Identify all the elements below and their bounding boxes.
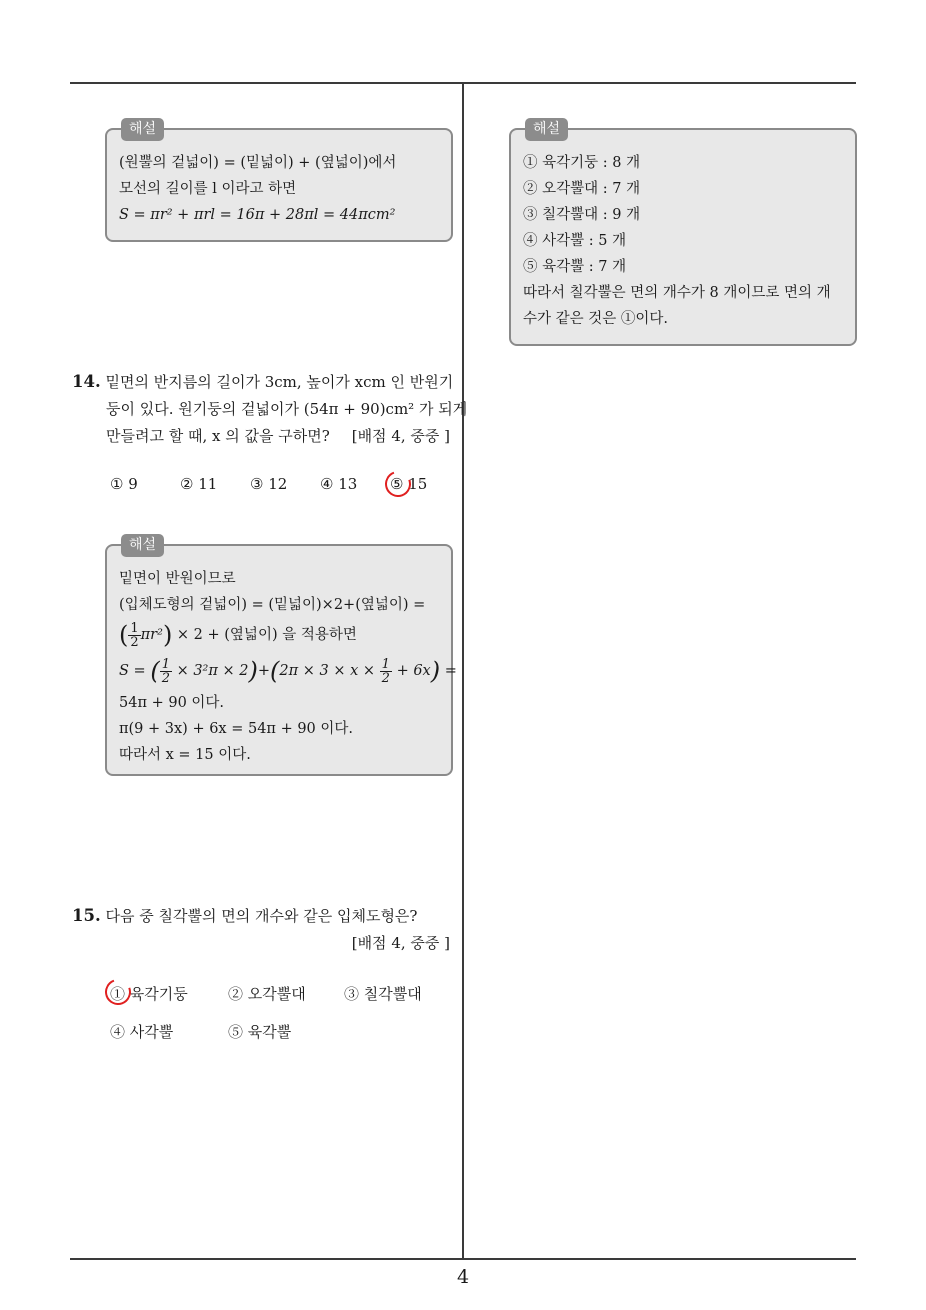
solution-box-13 <box>105 121 453 242</box>
question-meta: [배점 4, 중중 ] <box>351 427 450 445</box>
solution-line: ( $\frac{1}{2}$ πr²) × 2 + (옆넓이) 을 적용하면 <box>119 620 357 650</box>
choices-15 <box>110 983 450 1043</box>
solution-line: 54π + 90 이다. <box>119 695 225 711</box>
fraction: $\frac{1}{2}$ <box>161 656 170 686</box>
solution-line: 밑면이 반원이므로 <box>119 571 236 587</box>
solution-line: 수가 같은 것은 ①이다. <box>523 311 668 327</box>
solution-line: ② 오각뿔대 : 7 개 <box>523 181 641 197</box>
question-line: 만들려고 할 때, x 의 값을 구하면? [배점 4, 중중 ] <box>72 423 450 450</box>
answer-circle-mark <box>101 975 136 1010</box>
column-divider <box>462 83 464 1259</box>
solution-tag: 해설 <box>121 118 164 141</box>
fraction: $\frac{1}{2}$ <box>381 656 390 686</box>
choice-3[interactable]: ③ 칠각뿔대 <box>344 985 422 1003</box>
solution-box-15 <box>509 121 857 346</box>
solution-line: π(9 + 3x) + 6x = 54π + 90 이다. <box>119 721 354 737</box>
bottom-rule <box>70 1258 856 1260</box>
choice-3[interactable]: ③ 12 <box>250 475 288 493</box>
solution-line: 따라서 x = 15 이다. <box>119 747 251 763</box>
solution-box-14 <box>105 537 457 776</box>
choice-2[interactable]: ② 11 <box>180 475 218 493</box>
solution-line: S = πr² + πrl = 16π + 28πl = 44πcm² <box>119 207 396 223</box>
solution-tag: 해설 <box>121 534 164 557</box>
question-meta: [배점 4, 중중 ] <box>351 934 450 952</box>
question-14 <box>72 368 468 450</box>
solution-line: ⑤ 육각뿔 : 7 개 <box>523 259 627 275</box>
solution-line: ① 육각기둥 : 8 개 <box>523 155 641 171</box>
solution-line: ④ 사각뿔 : 5 개 <box>523 233 627 249</box>
choice-1[interactable]: ① 9 <box>110 475 138 493</box>
solution-line: 모선의 길이를 l 이라고 하면 <box>119 181 297 197</box>
choice-1[interactable]: ① 육각기둥 <box>110 985 188 1003</box>
question-line: 14. 밑면의 반지름의 길이가 3cm, 높이가 xcm 인 반원기 <box>72 372 454 391</box>
choice-2[interactable]: ② 오각뿔대 <box>228 985 306 1003</box>
question-line: 둥이 있다. 원기둥의 겉넓이가 (54π + 90)cm² 가 되게 <box>106 400 468 418</box>
solution-line: ③ 칠각뿔대 : 9 개 <box>523 207 641 223</box>
choices-14 <box>110 475 450 495</box>
solution-line: S = ( $\frac{1}{2}$ × 3²π × 2)+(2π × 3 × x × $\frac{1}{2}$ + 6x) = <box>119 656 457 686</box>
fraction: $\frac{1}{2}$ <box>130 620 139 650</box>
solution-tag: 해설 <box>525 118 568 141</box>
question-line: 15. 다음 중 칠각뿔의 면의 개수와 같은 입체도형은? <box>72 906 418 925</box>
choice-5[interactable]: ⑤ 15 <box>390 475 428 493</box>
question-15 <box>72 902 450 957</box>
answer-circle-mark <box>381 467 416 502</box>
choice-4[interactable]: ④ 사각뿔 <box>110 1023 174 1041</box>
question-number: 15. <box>72 906 101 925</box>
choice-5[interactable]: ⑤ 육각뿔 <box>228 1023 292 1041</box>
question-number: 14. <box>72 372 101 391</box>
page-number: 4 <box>456 1266 470 1288</box>
choice-4[interactable]: ④ 13 <box>320 475 358 493</box>
solution-line: (원뿔의 겉넓이) = (밑넓이) + (옆넓이)에서 <box>119 155 397 171</box>
solution-line: 따라서 칠각뿔은 면의 개수가 8 개이므로 면의 개 <box>523 285 831 301</box>
solution-line: (입체도형의 겉넓이) = (밑넓이)×2+(옆넓이) = <box>119 597 426 613</box>
